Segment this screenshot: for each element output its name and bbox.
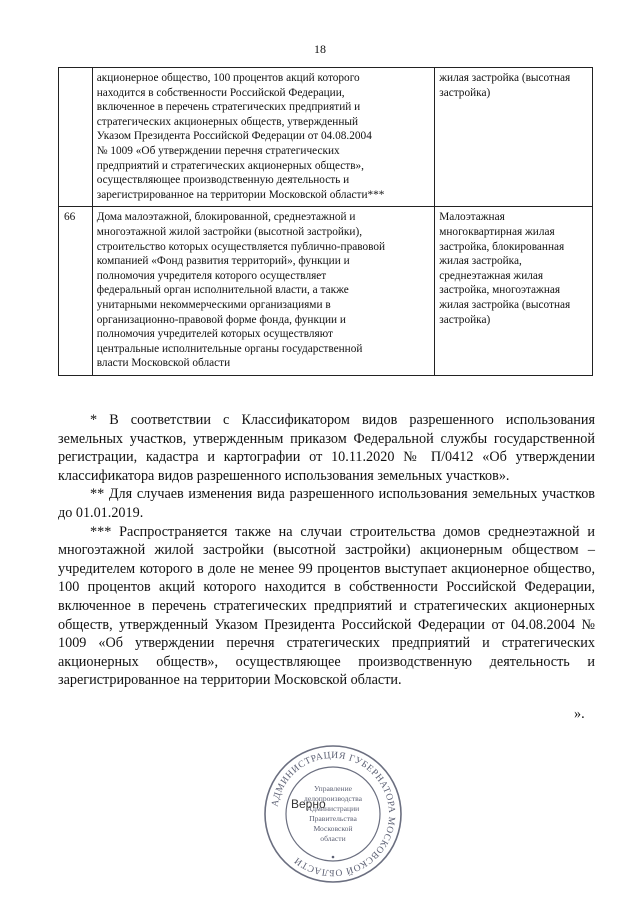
type-line: застройка) — [439, 86, 491, 99]
description-line: федеральный орган исполнительной власти, а также — [96, 284, 349, 297]
page-number: 18 — [314, 42, 326, 56]
table-row — [59, 207, 593, 376]
description-line: организационно-правовой форме фонда, функции и — [96, 313, 346, 326]
description-line: строительство которых осуществляется публично-правовой — [96, 240, 386, 253]
stamp-ring-text: АДМИНИСТРАЦИЯ ГУБЕРНАТОРА МОСКОВСКОЙ ОБЛАСТИ — [270, 750, 397, 878]
footnote-change-before-2019: ** Для случаев изменения вида разрешенного использования земельных участков до 01.01.2019. — [58, 486, 595, 521]
description-line: полномочия учредителей которых осуществляют — [96, 328, 333, 341]
description-line: Указом Президента Российской Федерации от 04.08.2004 — [96, 130, 372, 143]
description-line: находится в собственности Российской Федерации, — [96, 86, 345, 99]
land-use-table — [58, 67, 593, 376]
type-line: застройка, блокированная — [439, 240, 565, 253]
stamp-inner-line: области — [320, 834, 346, 843]
description-line: № 1009 «Об утверждении перечня стратегических — [96, 144, 340, 157]
description-line: власти Московской области — [96, 357, 231, 370]
type-line: застройка) — [439, 313, 491, 326]
row-land-use-type — [435, 207, 593, 376]
description-line: осуществляющее производственную деятельность и — [96, 174, 350, 187]
description-line: включенное в перечень стратегических предприятий и — [96, 101, 361, 114]
description-line: унитарными некоммерческими организациями в — [96, 298, 331, 311]
description-line: зарегистрированное на территории Московской области*** — [96, 188, 385, 201]
description-line: стратегических акционерных обществ, утвержденный — [96, 115, 359, 128]
stamp-inner-line: Правительства — [309, 814, 357, 823]
description-line: компанией «Фонд развития территорий», функции и — [96, 255, 350, 268]
row-number: 66 — [59, 207, 93, 376]
certification-stamp — [262, 743, 404, 885]
row-number — [59, 68, 93, 207]
row-land-use-type — [435, 68, 593, 207]
type-line: среднеэтажная жилая — [439, 269, 544, 282]
footnote-classifier: * В соответствии с Классификатором видов разрешенного использования земельных участков, утвержденным приказом Федеральной службы государственной регистрации, кадастра и картографии от 10.11.2020 № П/0412 «Об утверждении классификатора видов разрешенного использования земельных участков». — [58, 412, 595, 484]
description-line: предприятий и стратегических акционерных обществ», — [96, 159, 365, 172]
stamp-inner-line: Московской — [313, 824, 353, 833]
closing-quote: ». — [574, 706, 585, 722]
row-description — [92, 207, 434, 376]
table-row — [59, 68, 593, 207]
type-line: жилая застройка, — [439, 255, 522, 268]
stamp-inner-line: Администрации — [306, 804, 360, 813]
verno-mark: Верно — [291, 797, 326, 811]
description-line: Дома малоэтажной, блокированной, среднеэтажной и — [96, 211, 356, 224]
type-line: жилая застройка (высотная — [439, 72, 571, 84]
stamp-seal — [262, 743, 404, 885]
footnote-joint-stock: *** Распространяется также на случаи строительства домов среднеэтажной и многоэтажной жилой застройки (высотной застройки) акционерным обществом – учредителем которого в доле не менее 99 процентов выступает акционерное общество, 100 процентов акций которого находится в собственности Российской Федерации, включенное в перечень стратегических предприятий и стратегических акционерных обществ, утвержденный Указом Президента Российской Федерации от 04.08.2004 № 1009 «Об утверждении перечня стратегических предприятий и стратегических акционерных обществ», осуществляющее производственную деятельность и зарегистрированное на территории Московской области. — [58, 523, 595, 689]
type-line: застройка, многоэтажная — [439, 284, 561, 297]
description-line: полномочия учредителя которого осуществляет — [96, 269, 327, 282]
stamp-inner-line: делопроизводства — [303, 794, 363, 803]
footnotes — [58, 411, 595, 690]
type-line: многоквартирная жилая — [439, 225, 555, 238]
type-line: Малоэтажная — [439, 211, 505, 224]
type-line: жилая застройка (высотная — [439, 298, 571, 311]
description-line: многоэтажной жилой застройки (высотной застройки), — [96, 225, 363, 238]
stamp-inner-line: Управление — [313, 784, 353, 793]
row-description — [92, 68, 434, 207]
description-line: центральные исполнительные органы государственной — [96, 342, 363, 355]
description-line: акционерное общество, 100 процентов акций которого — [96, 72, 360, 84]
